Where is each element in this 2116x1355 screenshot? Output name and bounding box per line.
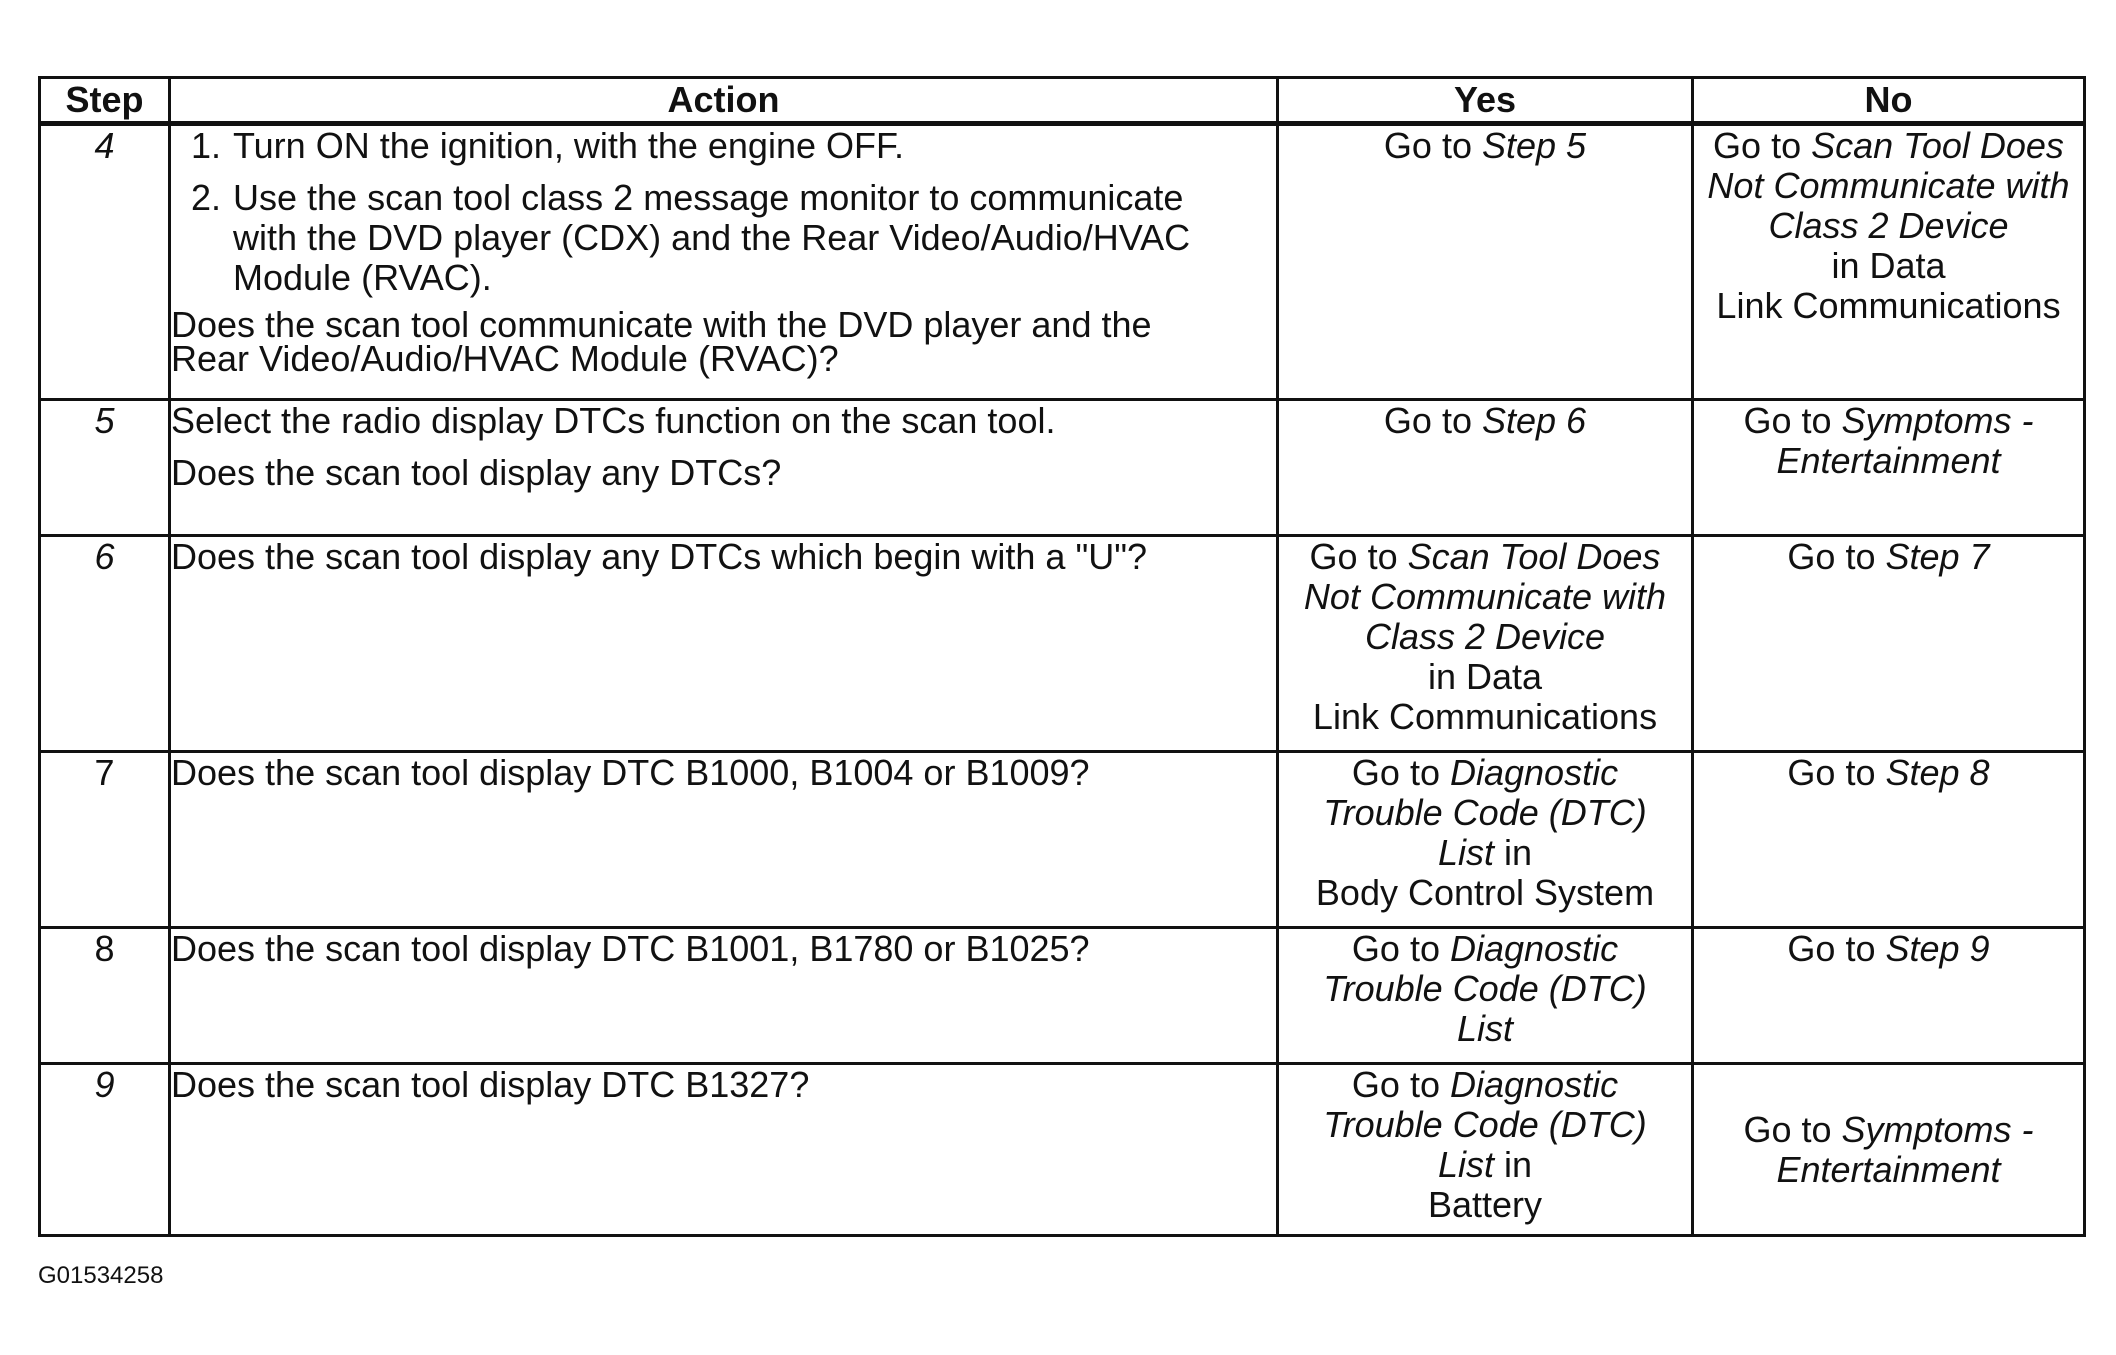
section-link[interactable]: Symptoms -	[1841, 400, 2034, 441]
question-line: Does the scan tool communicate with the DVD player and the	[171, 304, 1152, 345]
list-item-text: Module (RVAC).	[233, 257, 492, 298]
goto-prefix: Go to	[1351, 1064, 1450, 1105]
section-link[interactable]: Trouble Code (DTC)	[1323, 968, 1647, 1009]
question-text: Does the scan tool display DTC B1001, B1780 or B1025?	[171, 928, 1090, 969]
action-cell	[170, 1064, 1278, 1236]
step-number: 8	[40, 928, 170, 1064]
section-link[interactable]: List	[1456, 1008, 1514, 1049]
section-link[interactable]: Scan Tool Does	[1407, 536, 1661, 577]
step-link[interactable]: Step 7	[1885, 536, 1990, 577]
section-link[interactable]: Scan Tool Does	[1811, 125, 2064, 166]
table-row	[40, 928, 2085, 1064]
section-location: Body Control System	[1315, 872, 1655, 913]
section-link[interactable]: Symptoms -	[1841, 1108, 2034, 1150]
list-item-text: Use the scan tool class 2 message monitor to communicate	[233, 177, 1184, 218]
no-cell	[1693, 124, 2085, 400]
list-item-number: 2.	[190, 177, 221, 218]
list-item-text: Turn ON the ignition, with the engine OFF.	[233, 125, 904, 166]
figure-id: G01534258	[38, 1262, 164, 1289]
section-link[interactable]: Trouble Code (DTC)	[1323, 792, 1647, 833]
goto-prefix: Go to	[1787, 752, 1886, 793]
goto-prefix: Go to	[1743, 400, 1842, 441]
step-link[interactable]: Step 8	[1885, 752, 1990, 793]
action-cell	[170, 536, 1278, 752]
header-no: No	[1693, 78, 2085, 124]
goto-prefix: Go to	[1787, 536, 1886, 577]
section-link[interactable]: Not Communicate with	[1303, 576, 1667, 617]
section-link[interactable]: List	[1437, 832, 1494, 873]
no-cell	[1693, 536, 2085, 752]
no-cell	[1693, 400, 2085, 536]
goto-prefix: Go to	[1383, 400, 1482, 441]
header-step: Step	[40, 78, 170, 124]
step-number: 5	[40, 400, 170, 536]
no-cell	[1693, 752, 2085, 928]
step-link[interactable]: Step 9	[1885, 928, 1990, 969]
step-number: 6	[40, 536, 170, 752]
question-line: Rear Video/Audio/HVAC Module (RVAC)?	[171, 338, 839, 379]
diagnostic-table	[38, 76, 2086, 1237]
table-row	[40, 752, 2085, 928]
section-link[interactable]: Class 2 Device	[1364, 616, 1606, 657]
section-location: in Data	[1427, 656, 1543, 697]
goto-prefix: Go to	[1309, 536, 1408, 577]
step-link[interactable]: Step 6	[1481, 400, 1587, 441]
table-row	[40, 536, 2085, 752]
section-link[interactable]: Diagnostic	[1449, 928, 1619, 969]
section-link[interactable]: Class 2 Device	[1768, 205, 2009, 246]
question-text: Does the scan tool display any DTCs which begin with a "U"?	[171, 536, 1148, 577]
section-link[interactable]: Diagnostic	[1449, 1064, 1619, 1105]
question-text: Does the scan tool display DTC B1000, B1004 or B1009?	[171, 752, 1090, 793]
question-text	[171, 304, 1276, 379]
list-item-number: 1.	[190, 125, 221, 166]
header-yes: Yes	[1278, 78, 1693, 124]
section-location: Link Communications	[1716, 285, 2061, 326]
header-action: Action	[170, 78, 1278, 124]
no-cell	[1693, 928, 2085, 1064]
no-cell	[1693, 1064, 2085, 1236]
section-link[interactable]: Entertainment	[1776, 1148, 2001, 1190]
step-number: 9	[40, 1064, 170, 1236]
table-row	[40, 124, 2085, 400]
list-item	[190, 177, 1276, 298]
section-location: Link Communications	[1312, 696, 1658, 737]
action-cell	[170, 400, 1278, 536]
action-cell	[170, 928, 1278, 1064]
goto-prefix: Go to	[1743, 1108, 1842, 1150]
step-link[interactable]: Step 5	[1481, 125, 1587, 166]
action-text: Select the radio display DTCs function on the scan tool.	[171, 400, 1056, 441]
yes-cell	[1278, 752, 1693, 928]
step-number: 7	[40, 752, 170, 928]
question-text: Does the scan tool display any DTCs?	[171, 452, 782, 493]
action-steps	[171, 126, 1276, 298]
table-row	[40, 1064, 2085, 1236]
yes-cell	[1278, 124, 1693, 400]
goto-prefix: Go to	[1787, 928, 1886, 969]
goto-prefix: Go to	[1351, 752, 1450, 793]
section-link[interactable]: Trouble Code (DTC)	[1323, 1104, 1647, 1145]
section-link[interactable]: List	[1437, 1144, 1494, 1185]
section-link[interactable]: Entertainment	[1776, 440, 2001, 481]
goto-prefix: Go to	[1383, 125, 1482, 166]
section-link[interactable]: Not Communicate with	[1707, 165, 2070, 206]
section-location: Battery	[1427, 1184, 1543, 1225]
question-text: Does the scan tool display DTC B1327?	[171, 1064, 810, 1105]
action-cell	[170, 124, 1278, 400]
list-item-text: with the DVD player (CDX) and the Rear Video/Audio/HVAC	[233, 217, 1191, 258]
section-location: in Data	[1831, 245, 1946, 286]
yes-cell	[1278, 400, 1693, 536]
list-item	[190, 125, 1276, 166]
step-number: 4	[40, 124, 170, 400]
yes-cell	[1278, 1064, 1693, 1236]
goto-prefix: Go to	[1351, 928, 1450, 969]
section-location: in	[1494, 1144, 1533, 1185]
action-cell	[170, 752, 1278, 928]
yes-cell	[1278, 928, 1693, 1064]
table-row	[40, 400, 2085, 536]
section-location: in	[1494, 832, 1533, 873]
section-link[interactable]: Diagnostic	[1449, 752, 1619, 793]
goto-prefix: Go to	[1713, 125, 1812, 166]
yes-cell	[1278, 536, 1693, 752]
table-header-row	[40, 78, 2085, 124]
